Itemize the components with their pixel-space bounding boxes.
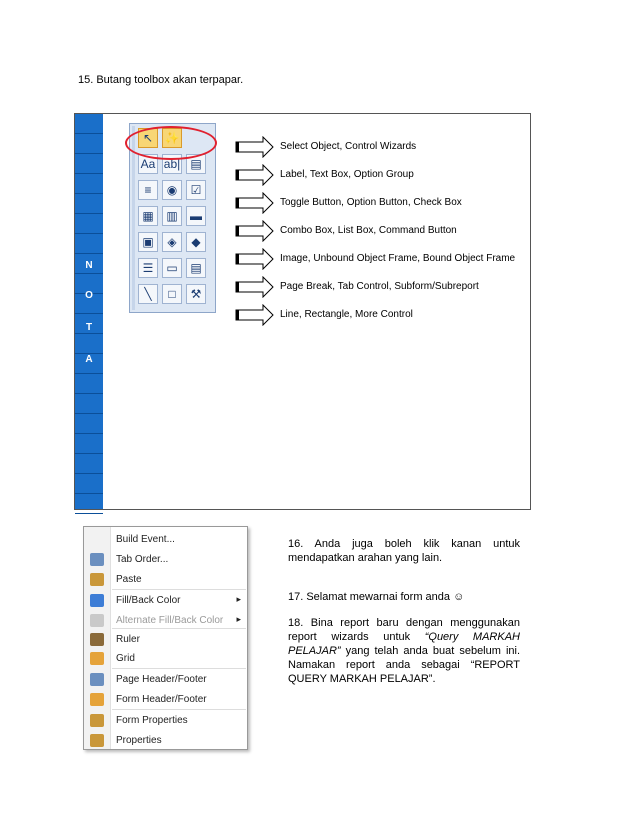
arrow-label: Page Break, Tab Control, Subform/Subreport (280, 281, 479, 292)
page-header-icon (90, 673, 104, 686)
menu-item-label: Form Header/Footer (116, 694, 207, 705)
step-18-prefix: 18. Bina report baru dengan menggunakan report wizards untuk (288, 617, 520, 643)
option-button-icon[interactable]: ◉ (162, 180, 182, 200)
text-box-icon[interactable]: ab| (162, 154, 182, 174)
menu-item-label: Form Properties (116, 715, 188, 726)
arrow-label: Line, Rectangle, More Control (280, 309, 413, 320)
tab-order-icon (90, 553, 104, 566)
menu-item-label: Page Header/Footer (116, 674, 207, 685)
menu-item-label: Tab Order... (116, 554, 169, 565)
nota-sidebar (75, 114, 103, 509)
sidebar-cell (75, 394, 103, 414)
option-group-icon[interactable]: ▤ (186, 154, 206, 174)
combo-box-icon[interactable]: ▦ (138, 206, 158, 226)
step-18-query-name: “Query MARKAH PELAJAR” (288, 631, 520, 657)
check-box-icon[interactable]: ☑ (186, 180, 206, 200)
subform-icon[interactable]: ▤ (186, 258, 206, 278)
sidebar-cell (75, 234, 103, 254)
toolbox-row (138, 284, 206, 304)
menu-item[interactable] (84, 530, 247, 549)
menu-item[interactable] (84, 570, 247, 589)
alt-fill-icon (90, 614, 104, 627)
nota-letter: O (85, 290, 93, 301)
menu-item-label: Alternate Fill/Back Color (116, 615, 224, 626)
menu-item-label: Grid (116, 653, 135, 664)
menu-item[interactable] (84, 731, 247, 750)
arrow-label: Image, Unbound Object Frame, Bound Object Frame (280, 253, 516, 264)
toolbox-figure (74, 113, 531, 510)
nota-letter: N (85, 260, 93, 271)
sidebar-cell (75, 174, 103, 194)
menu-item[interactable] (84, 591, 247, 610)
menu-separator (112, 668, 246, 669)
control-wizards-icon[interactable]: ✨ (162, 128, 182, 148)
arrow-row (235, 136, 535, 158)
sidebar-cell (75, 474, 103, 494)
nota-letter: A (85, 354, 93, 365)
more-controls-icon[interactable]: ⚒ (186, 284, 206, 304)
label-icon[interactable]: Aa (138, 154, 158, 174)
unbound-object-frame-icon[interactable]: ◈ (162, 232, 182, 252)
step-18-text (288, 616, 520, 686)
rectangle-icon[interactable]: □ (162, 284, 182, 304)
sidebar-cell (75, 434, 103, 454)
toolbox-row (138, 180, 206, 200)
page-break-icon[interactable]: ☰ (138, 258, 158, 278)
sidebar-cell (75, 134, 103, 154)
menu-item-label: Properties (116, 735, 162, 746)
sidebar-cell (75, 454, 103, 474)
form-header-icon (90, 693, 104, 706)
menu-item-label: Build Event... (116, 534, 175, 545)
context-menu (83, 526, 248, 750)
nota-letter: T (85, 322, 93, 333)
arrow-row (235, 248, 535, 270)
bound-object-frame-icon[interactable]: ◆ (186, 232, 206, 252)
toolbox-row (138, 258, 206, 278)
menu-item[interactable] (84, 550, 247, 569)
sidebar-cell (75, 414, 103, 434)
step-16-text: 16. Anda juga boleh klik kanan untuk mendapatkan arahan yang lain. (288, 538, 520, 564)
sidebar-cell (75, 194, 103, 214)
line-icon[interactable]: ╲ (138, 284, 158, 304)
menu-separator (112, 628, 246, 629)
menu-item[interactable] (84, 670, 247, 689)
arrow-row (235, 276, 535, 298)
tab-control-icon[interactable]: ▭ (162, 258, 182, 278)
grid-icon (90, 652, 104, 665)
menu-item-label: Paste (116, 574, 142, 585)
arrow-row (235, 304, 535, 326)
paste-icon (90, 573, 104, 586)
select-object-icon[interactable]: ↖ (138, 128, 158, 148)
step-17-text: 17. Selamat mewarnai form anda ☺ (288, 591, 465, 603)
toolbox-row (138, 232, 206, 252)
arrow-label: Select Object, Control Wizards (280, 141, 417, 152)
step-15-text: 15. Butang toolbox akan terpapar. (78, 74, 244, 86)
menu-item[interactable] (84, 690, 247, 709)
sidebar-cell (75, 154, 103, 174)
arrow-row (235, 220, 535, 242)
toggle-button-icon[interactable]: ≡ (138, 180, 158, 200)
sidebar-cell (75, 334, 103, 354)
menu-item-label: Ruler (116, 634, 140, 645)
menu-item-label: Fill/Back Color (116, 595, 181, 606)
fill-color-icon (90, 594, 104, 607)
highlight-oval (125, 126, 217, 160)
arrow-row (235, 192, 535, 214)
form-properties-icon (90, 714, 104, 727)
arrow-row (235, 164, 535, 186)
step-18-suffix: yang telah anda buat sebelum ini. Namakan report anda sebagai “REPORT QUERY MARKAH PELAJAR”. (288, 645, 520, 685)
sidebar-cell (75, 214, 103, 234)
menu-item[interactable] (84, 711, 247, 730)
arrow-label: Toggle Button, Option Button, Check Box (280, 197, 462, 208)
menu-separator (112, 589, 246, 590)
menu-item[interactable] (84, 630, 247, 649)
arrow-label: Combo Box, List Box, Command Button (280, 225, 457, 236)
image-icon[interactable]: ▣ (138, 232, 158, 252)
command-button-icon[interactable]: ▬ (186, 206, 206, 226)
menu-item[interactable] (84, 649, 247, 668)
list-box-icon[interactable]: ▥ (162, 206, 182, 226)
arrow-label: Label, Text Box, Option Group (280, 169, 414, 180)
menu-separator (112, 709, 246, 710)
toolbox-row (138, 206, 206, 226)
sidebar-cell (75, 374, 103, 394)
properties-icon (90, 734, 104, 747)
submenu-arrow-icon: ▸ (236, 594, 241, 604)
sidebar-cell (75, 494, 103, 514)
submenu-arrow-icon: ▸ (236, 614, 241, 624)
ruler-icon (90, 633, 104, 646)
sidebar-cell (75, 114, 103, 134)
blank-icon (90, 533, 104, 546)
